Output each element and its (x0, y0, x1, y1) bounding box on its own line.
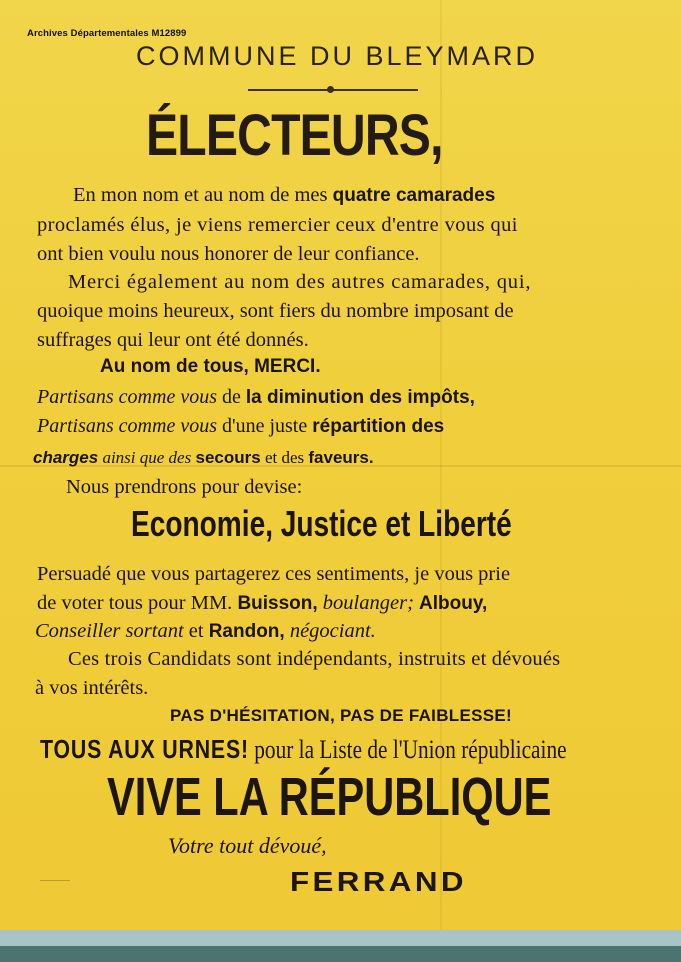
text-line (37, 592, 487, 615)
text-span: d'une juste (221, 415, 308, 437)
text-span-bold: Randon, (208, 621, 285, 642)
text-span-bold: répartition des (312, 416, 445, 437)
text-span-bold: secours (195, 448, 261, 467)
text-line: ont bien voulu nous honorer de leur confiance. (37, 243, 420, 265)
text-span: de voter tous pour MM. (37, 592, 233, 614)
signature: FERRAND (290, 866, 467, 897)
vive-heading: VIVE LA RÉPUBLIQUE (107, 767, 552, 827)
text-line: Ces trois Candidats sont indépendants, instruits et dévoués (68, 648, 561, 670)
text-span: pour la Liste de l'Union républicaine (254, 735, 567, 764)
merci-line: Au nom de tous, MERCI. (100, 356, 321, 377)
devise-heading: Economie, Justice et Liberté (131, 503, 512, 544)
text-span-bold: la diminution des impôts, (245, 387, 475, 408)
divider-dot (327, 86, 334, 93)
text-span-italic: ainsi que des (102, 448, 192, 467)
text-line: proclamés élus, je viens remercier ceux d'entre vous qui (37, 214, 518, 236)
archive-label: Archives Départementales M12899 (27, 28, 187, 39)
closing-line: Votre tout dévoué, (168, 833, 327, 858)
text-span-bold: Albouy, (419, 593, 488, 614)
text-line: suffrages qui leur ont été donnés. (37, 329, 309, 351)
text-span-bold: charges (33, 448, 99, 467)
text-line: Nous prendrons pour devise: (66, 476, 303, 498)
page-title: ÉLECTEURS, (146, 103, 443, 168)
text-line: Merci également au nom des autres camarades, qui, (68, 271, 532, 293)
text-span: En mon nom et au nom de mes (73, 184, 328, 206)
text-span-bold: Buisson, (237, 593, 318, 614)
slogan: PAS D'HÉSITATION, PAS DE FAIBLESSE! (170, 706, 512, 725)
text-line (37, 386, 475, 409)
text-line (73, 184, 495, 207)
text-span: de (221, 386, 241, 408)
text-span-bold: faveurs. (308, 448, 374, 467)
printer-mark: ————— (40, 878, 70, 884)
frame-edge (0, 946, 681, 962)
text-span-italic: Partisans comme vous (37, 415, 217, 437)
text-span-italic: boulanger; (322, 592, 414, 614)
text-span-bold: TOUS AUX URNES! (40, 734, 249, 764)
text-line: Persuadé que vous partagerez ces sentiments, je vous prie (37, 563, 511, 585)
text-line (35, 620, 376, 643)
text-span-bold: quatre camarades (332, 185, 496, 206)
text-line (33, 448, 374, 468)
text-line (37, 415, 444, 438)
text-span-italic: Partisans comme vous (37, 386, 217, 408)
text-span-italic: Conseiller sortant (35, 620, 184, 642)
text-line: à vos intérêts. (35, 677, 149, 699)
text-span-italic: négociant. (289, 620, 376, 642)
text-span: et (188, 620, 204, 642)
text-span: et des (264, 448, 305, 467)
text-line: quoique moins heureux, sont fiers du nombre imposant de (37, 300, 514, 322)
urnes-line (40, 734, 567, 765)
commune-heading: COMMUNE DU BLEYMARD (135, 41, 539, 71)
